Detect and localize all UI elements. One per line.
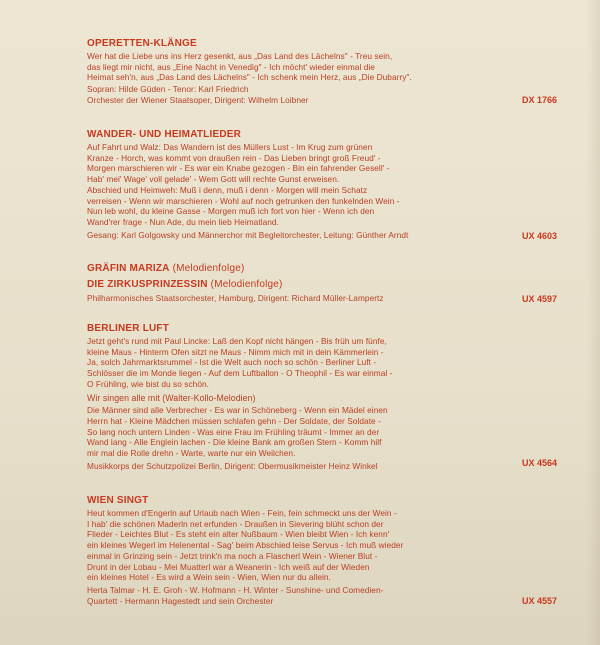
track-line: O Frühling, wie bist du so schön. (87, 378, 210, 389)
section-title: BERLINER LUFT (87, 323, 170, 334)
track-line: das liegt mir nicht, aus „Eine Nacht in Venedig" - Ich möcht' wieder einmal die (87, 61, 375, 72)
credit-line: Herta Talmar - H. E. Groh - W. Hofmann - H. Winter - Sunshine- und Comedien- (87, 584, 384, 595)
credit-line: Orchester der Wiener Staatsoper, Dirigent: Wilhelm Loibner (87, 94, 309, 105)
credit-line: Philharmonisches Staatsorchester, Hamburg, Dirigent: Richard Müller-Lampertz (87, 293, 384, 303)
track-line: Ja, solch Jahrmarktsrummel - Ist die Welt auch noch so schön - Berliner Luft - (87, 357, 377, 368)
performer-credits (87, 585, 557, 606)
catalog-number: UX 4564 (521, 458, 557, 468)
track-line: I hab' die schönen Maderln net erfunden - Draußen in Sievering blüht schon der (87, 518, 384, 529)
credit-line: Sopran: Hilde Güden - Tenor: Karl Friedrich (87, 84, 249, 95)
track-line: Schlösser die im Monde liegen - Auf dem Luftballon - O Theophil - Es war einmal - (87, 368, 393, 379)
section-berliner-luft (87, 322, 557, 474)
title-main: DIE ZIRKUSPRINZESSIN (87, 279, 208, 290)
track-line: Wer hat die Liebe uns ins Herz gesenkt, aus „Das Land des Lächelns" - Treu sein, (87, 51, 393, 61)
track-line: ein kleines Hotel - Es wird a Wein sein - Wien, Wien nur du allein. (87, 572, 331, 583)
track-line: Flieder - Leichtes Blut - Es steht ein alter Nußbaum - Wien bleibt Wien - Ich kenn' (87, 529, 390, 540)
track-list (87, 142, 557, 228)
track-line: So lang noch untern Linden - Was eine Frau im Frühling träumt - Immer an der (87, 426, 380, 437)
track-line: Nun leb wohl, du kleine Gasse - Morgen muß ich fort von hier - Wenn ich den (87, 206, 375, 217)
section-graefin-mariza (87, 262, 557, 304)
section-wien-singt (87, 494, 557, 606)
track-list (87, 336, 557, 390)
section-title: OPERETTEN-KLÄNGE (87, 38, 197, 49)
track-list (87, 51, 557, 83)
catalog-number: UX 4597 (521, 294, 557, 304)
catalog-number: UX 4557 (521, 596, 557, 606)
title-main: GRÄFIN MARIZA (87, 263, 170, 274)
section-title: WIEN SINGT (87, 495, 149, 506)
track-line: ein kleines Wegerl im Helenental - Sag' beim Abschied leise Servus - Ich muß wieder (87, 540, 404, 551)
track-line: Kranze - Horch, was kommt von draußen rein - Das Lieben bringt groß Freud' - (87, 152, 381, 163)
track-line: Auf Fahrt und Walz: Das Wandern ist des Müllers Lust - Im Krug zum grünen (87, 142, 373, 152)
catalog-number: DX 1766 (521, 95, 557, 105)
track-line: Hab' mei' Wage' voll gelade' - Wem Gott will rechte Gunst erweisen. (87, 174, 340, 185)
track-line: mir mal die Rolle drehn - Warte, warte nur ein Weilchen. (87, 448, 296, 459)
track-line: Drunt in der Lobau - Mei Muatterl war a Weanerin - Ich weiß auf der Wieden (87, 561, 370, 572)
track-line: Die Männer sind alle Verbrecher - Es war in Schöneberg - Wenn ein Mädel einen (87, 405, 388, 416)
track-line: Abschied und Heimweh: Muß i denn, muß i denn - Morgen will mein Schatz (87, 184, 368, 195)
title-sub: (Melodienfolge) (169, 263, 245, 274)
track-line: kleine Maus - Hinterm Ofen sitzt ne Maus - Nimm mich mit in dein Kämmerlein - (87, 346, 384, 357)
performer-credits (87, 84, 557, 105)
credit-line: Gesang: Karl Golgowsky und Männerchor mit Begleitorchester, Leitung: Günther Arndt (87, 229, 409, 240)
track-line: Heut kommen d'Engerln auf Urlaub nach Wien - Fein, fein schmeckt uns der Wein - (87, 508, 397, 518)
track-line: einmal in Grinzing sein - Jetzt trink'n ma noch a Flascherl Wein - Wiener Blut - (87, 550, 378, 561)
credit-line: Quartett - Hermann Hagestedt und sein Orchester (87, 595, 274, 606)
performer-credits (87, 230, 557, 241)
track-line: Heimat seh'n, aus „Das Land des Lächelns" - Ich schenk mein Herz, aus „Die Dubarry". (87, 72, 412, 83)
track-list (87, 405, 557, 459)
track-line: Morgen marschieren wir - Es war ein Knabe gezogen - Bin ein fahrender Gesell' - (87, 163, 390, 174)
track-list (87, 508, 557, 583)
title-sub: (Melodienfolge) (207, 279, 283, 290)
section-title: WANDER- UND HEIMATLIEDER (87, 129, 242, 140)
catalog-number: UX 4603 (521, 231, 557, 241)
track-line: Wand lang - Alle Englein lachen - Die kleine Bank am großen Stern - Komm hilf (87, 437, 382, 448)
track-line: Jetzt geht's rund mit Paul Lincke: Laß den Kopf nicht hängen - Bis früh um fünfe, (87, 336, 387, 346)
section-subheading: Wir singen alle mit (Walter-Kollo-Melodien) (87, 392, 256, 403)
section-wander-heimatlieder (87, 128, 557, 242)
track-line: Wand'rer frage - Nun Ade, du mein lieb Heimatland. (87, 216, 279, 227)
section-title (87, 278, 557, 291)
performer-credits (87, 293, 557, 304)
performer-credits (87, 461, 557, 472)
section-title (87, 262, 557, 275)
track-line: Herrn hat - Kleine Mädchen müssen schlafen gehn - Der Soldate, der Soldate - (87, 415, 381, 426)
credit-line: Musikkorps der Schutzpolizei Berlin, Dirigent: Obermusikmeister Heinz Winkel (87, 460, 378, 471)
section-operetten-klaenge (87, 37, 557, 109)
track-line: verreisen - Wenn wir marschieren - Wohl auf noch getrunken den funkelnden Wein - (87, 195, 400, 206)
